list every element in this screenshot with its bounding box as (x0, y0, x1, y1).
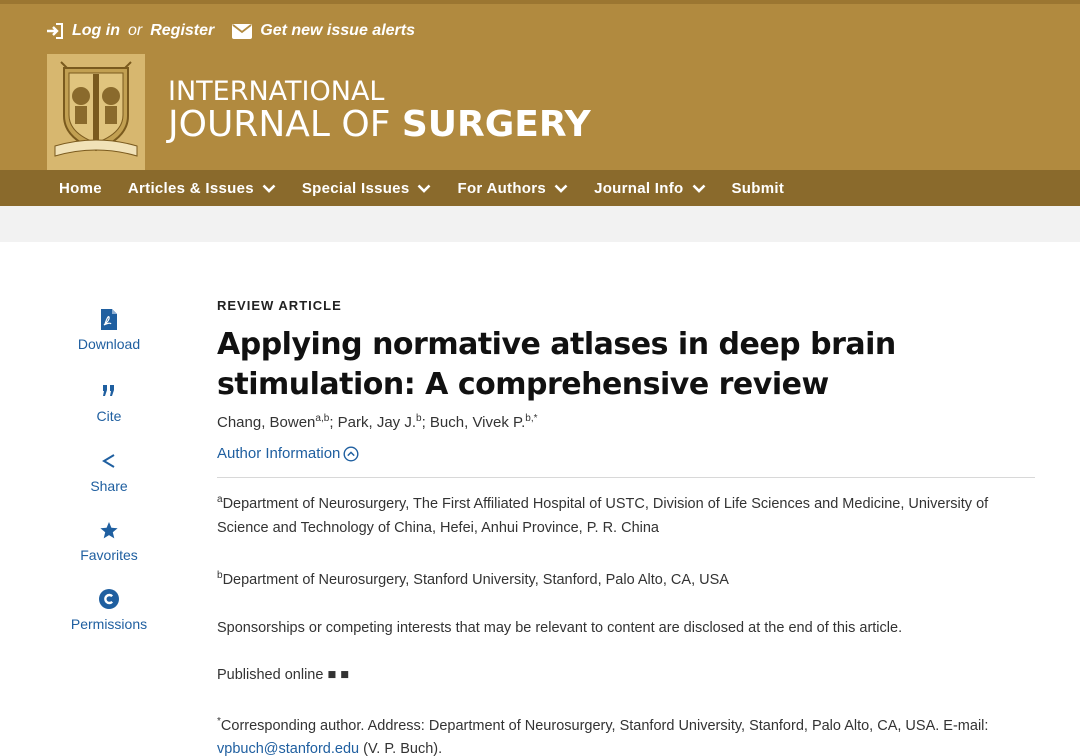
nav-special-issues[interactable] (289, 180, 445, 197)
issue-alerts-label: Get new issue alerts (260, 22, 415, 39)
nav-for-authors-label: For Authors (457, 179, 547, 197)
share-label: Share (90, 478, 128, 494)
article-title: Applying normative atlases in deep brain stimulation: A comprehensive review (217, 327, 896, 402)
share-icon (101, 450, 117, 472)
chevron-down-icon (692, 184, 706, 193)
article-header (217, 298, 1035, 756)
nav-submit-label: Submit (731, 179, 785, 197)
author-list (217, 413, 1035, 431)
affiliation-text: Department of Neurosurgery, Stanford University, Stanford, Palo Alto, CA, USA (222, 571, 729, 588)
nav-articles-issues-label: Articles & Issues (127, 179, 254, 197)
article-type: REVIEW ARTICLE (217, 298, 342, 313)
download-button[interactable] (50, 308, 168, 352)
login-icon (46, 23, 64, 39)
or-text: or (127, 22, 143, 39)
corresponding-marker: * (217, 715, 221, 727)
nav-home-label: Home (59, 179, 102, 197)
login-register-link[interactable] (46, 22, 214, 40)
utility-bar (46, 18, 415, 44)
nav-articles-issues[interactable] (115, 180, 289, 197)
affiliation-marker: a (217, 494, 223, 505)
favorites-label: Favorites (80, 547, 138, 563)
author-name[interactable]: Chang, Bowen (217, 414, 316, 431)
chevron-down-icon (262, 184, 276, 193)
chevron-down-icon (554, 184, 568, 193)
author-name[interactable]: Park, Jay J. (337, 414, 417, 431)
divider (217, 477, 1035, 478)
journal-logo[interactable] (47, 54, 145, 173)
nav-special-issues-label: Special Issues (301, 179, 410, 197)
author-name[interactable]: Buch, Vivek P. (429, 414, 526, 431)
affiliation-marker: b (217, 569, 223, 581)
email-link[interactable]: vpbuch@stanford.edu (217, 741, 360, 756)
author-information-label: Author Information (217, 445, 341, 462)
main-nav (0, 170, 1080, 206)
author-affiliation-marker: b,* (525, 413, 538, 424)
competing-interests-note: Sponsorships or competing interests that may be relevant to content are disclosed at the end of this article. (217, 619, 903, 636)
permissions-label: Permissions (70, 616, 148, 632)
chevron-down-icon (417, 184, 431, 193)
nav-submit[interactable] (719, 180, 798, 197)
nav-home[interactable] (46, 180, 115, 197)
pdf-icon (101, 308, 117, 330)
affiliation-b (217, 564, 1035, 592)
affiliation-text: Department of Neurosurgery, The First Affiliated Hospital of USTC, Division of Life Sciences and Medicine, University of Science and Technology of China, Hefei, Anhui Province, P. R. China (217, 495, 989, 536)
journal-title[interactable] (168, 78, 591, 143)
nav-for-authors[interactable] (444, 180, 581, 197)
author-separator: ; (329, 414, 338, 431)
register-link[interactable]: Register (150, 22, 215, 39)
share-button[interactable] (50, 450, 168, 494)
email-suffix: (V. P. Buch). (359, 741, 443, 756)
site-header (0, 0, 1080, 170)
download-label: Download (77, 336, 141, 352)
journal-title-line1: INTERNATIONAL (168, 76, 385, 107)
author-affiliation-marker: a,b (315, 413, 330, 424)
envelope-icon (232, 24, 252, 39)
published-date: Published online ■ ■ (217, 666, 349, 683)
cite-button[interactable] (50, 380, 168, 424)
journal-title-line2-main: SURGERY (401, 104, 591, 145)
affiliation-a (217, 488, 1035, 540)
subheader-band (0, 206, 1080, 242)
corresponding-author-note (217, 710, 1035, 756)
nav-journal-info-label: Journal Info (594, 179, 684, 197)
chevron-up-circle-icon (343, 446, 359, 462)
star-icon (100, 519, 118, 541)
quote-icon (102, 380, 116, 402)
copyright-icon (99, 588, 119, 610)
login-link[interactable]: Log in (72, 22, 120, 39)
nav-journal-info[interactable] (581, 180, 718, 197)
author-separator: ; (421, 414, 430, 431)
author-information-toggle[interactable] (217, 445, 359, 462)
journal-title-line2-prefix: JOURNAL OF (168, 104, 391, 145)
issue-alerts-link[interactable] (232, 22, 415, 40)
journal-title-line2 (168, 104, 591, 145)
permissions-button[interactable] (50, 588, 168, 632)
favorites-button[interactable] (50, 519, 168, 563)
crest-icon (47, 54, 145, 173)
cite-label: Cite (96, 408, 122, 424)
corresponding-text: Corresponding author. Address: Department of Neurosurgery, Stanford University, Stanford, Palo Alto, CA, USA. E-mail: (220, 717, 989, 734)
author-affiliation-marker: b (416, 413, 422, 424)
